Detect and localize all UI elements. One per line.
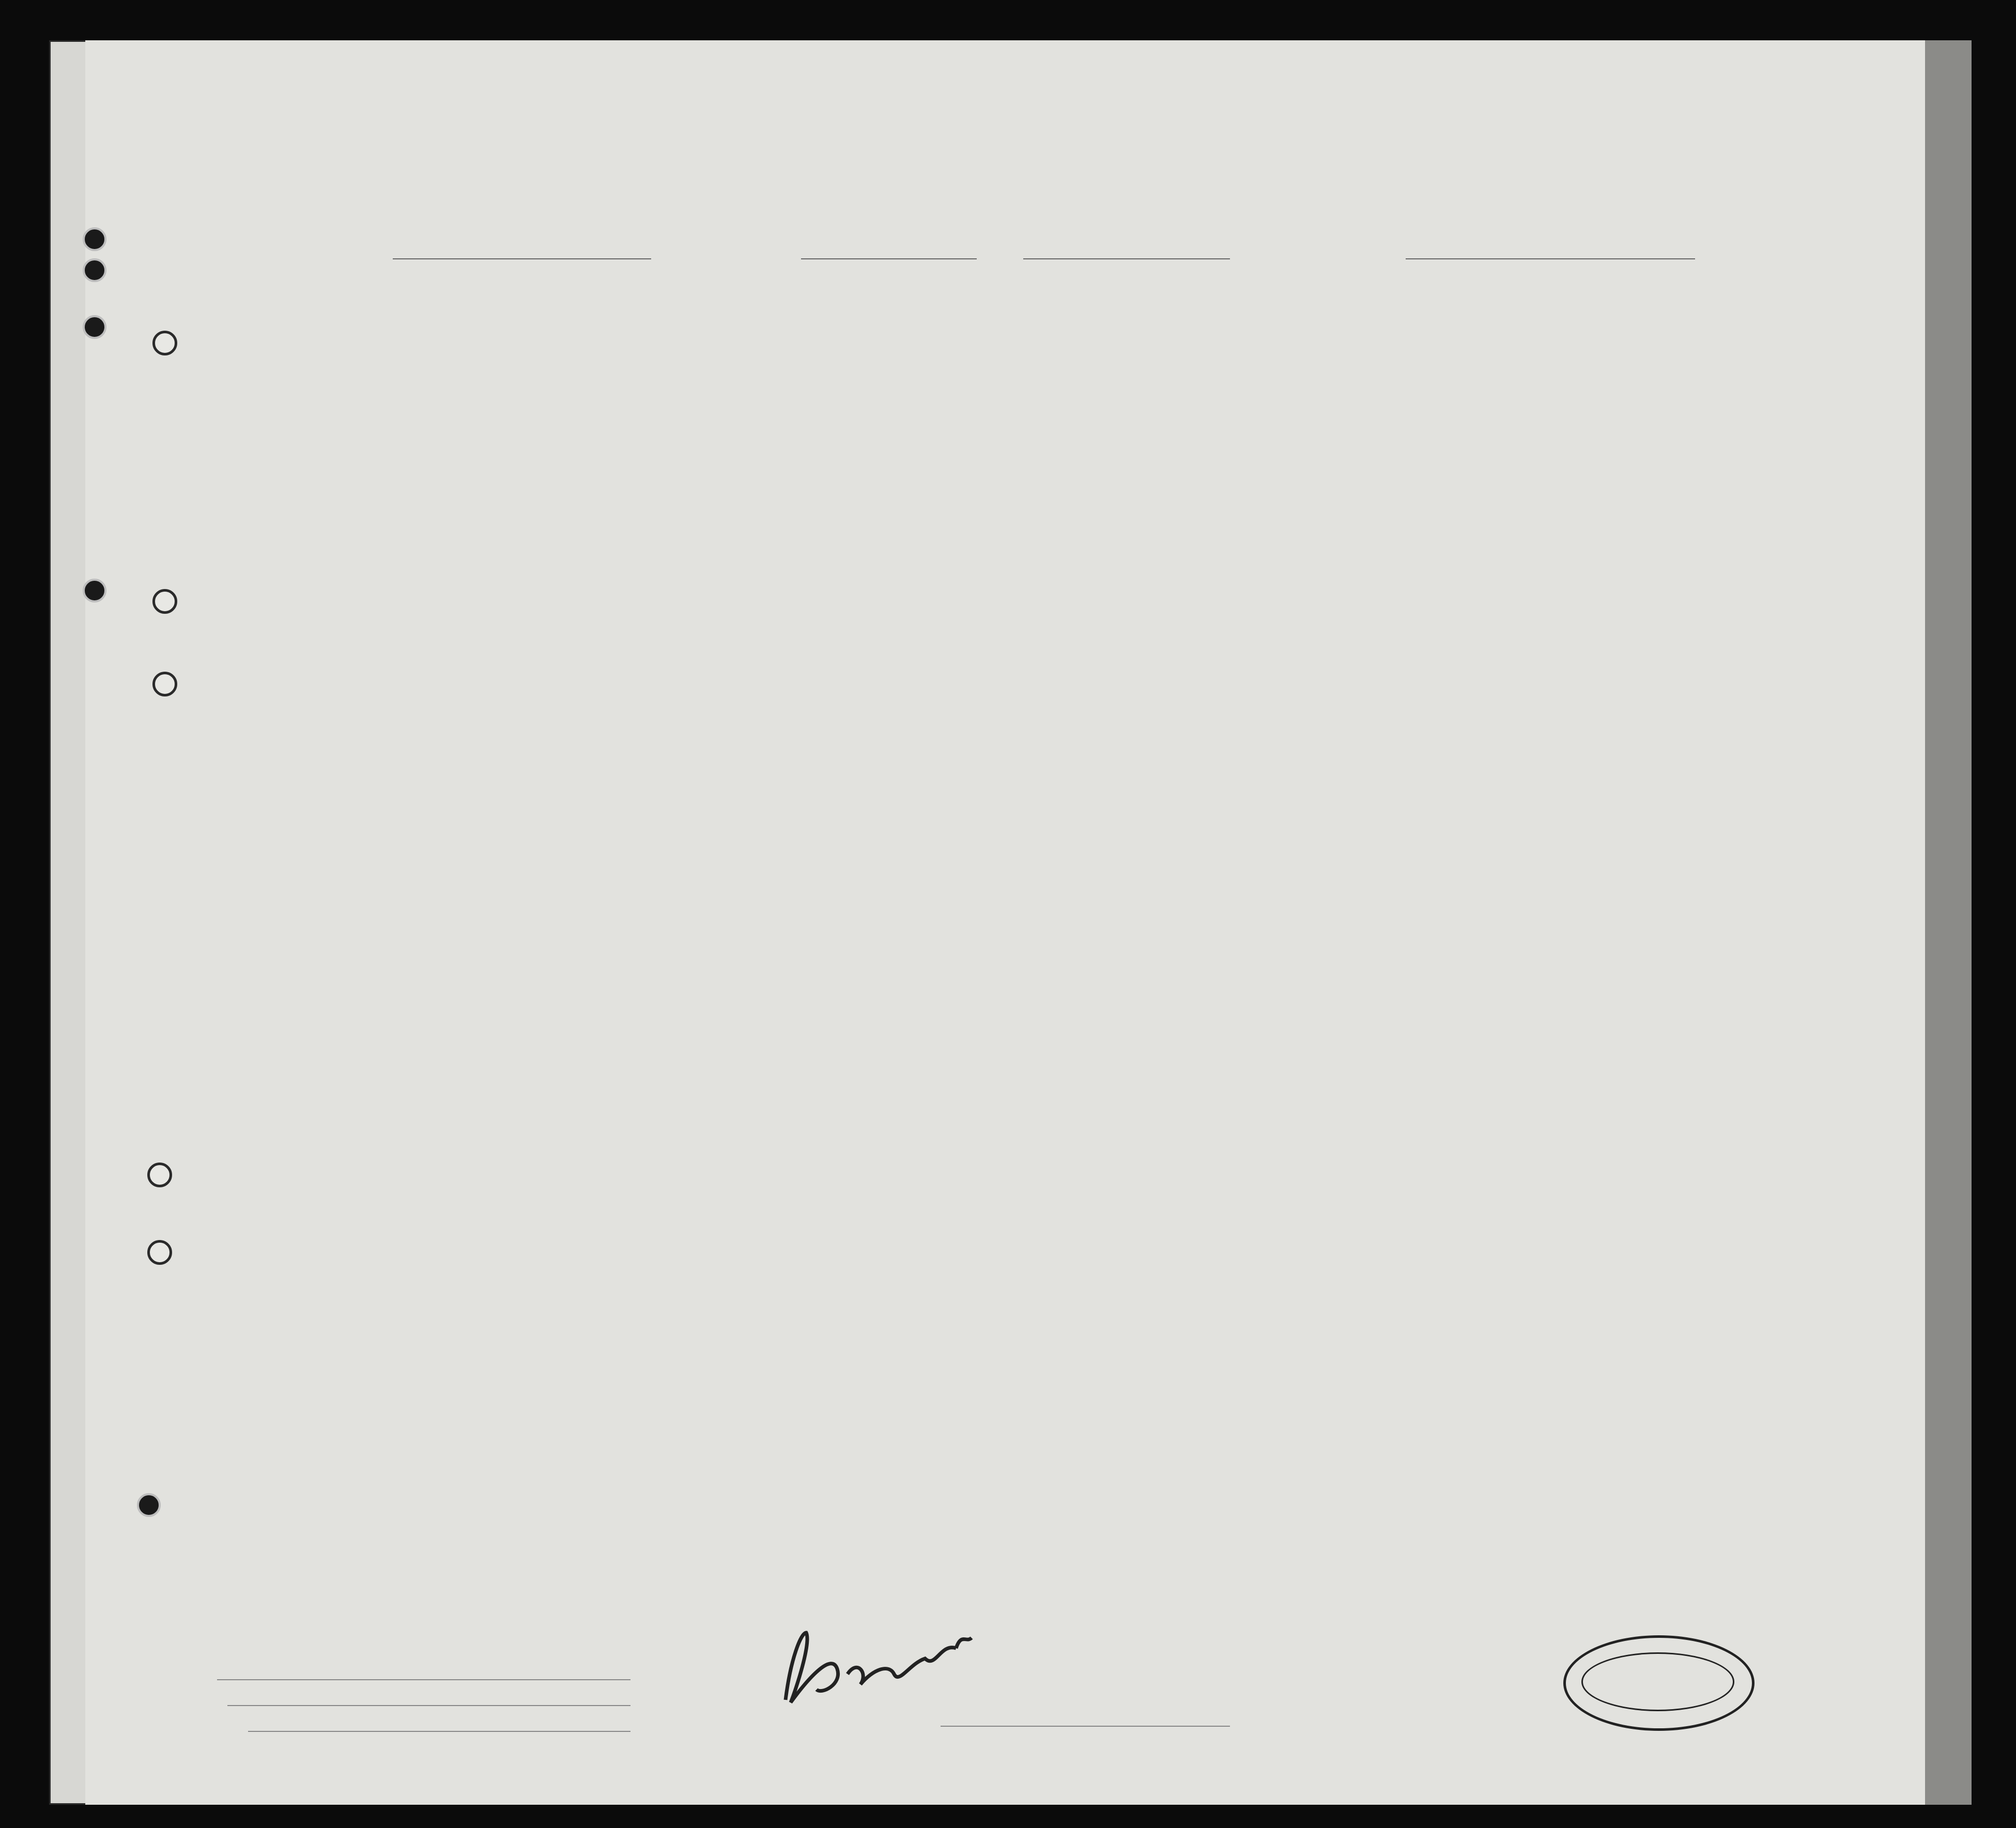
agents-underline [248,1731,630,1732]
line-underline [217,1679,630,1680]
owners-underline [227,1705,630,1706]
mercantile-marine-office-stamp [1563,1635,1755,1731]
inspector-underline [941,1726,1230,1727]
stamp-inner-ring [1581,1652,1734,1711]
inspector-signature [770,1612,987,1715]
